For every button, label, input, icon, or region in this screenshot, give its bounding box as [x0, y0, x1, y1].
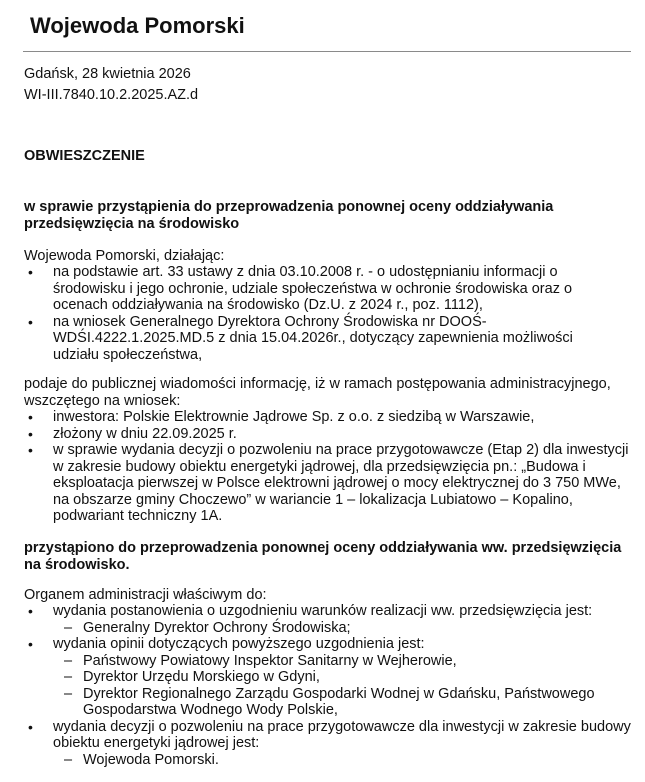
- legal-basis-item: • na wniosek Generalnego Dyrektora Ochrony Środowiska nr DOOŚ-WDŚI.4222.1.2025.MD.5 z dnia 15.04.2026r., dotyczący zapewnienia możliwości udziału społeczeństwa,: [24, 314, 636, 364]
- decision-statement: przystąpiono do przeprowadzenia ponownej oceny oddziaływania ww. przedsięwzięcia na środowisko.: [24, 540, 622, 573]
- authority-subitem: – Generalny Dyrektor Ochrony Środowiska;: [53, 620, 636, 637]
- header-divider: [23, 51, 631, 52]
- proceedings-item: • złożony w dniu 22.09.2025 r.: [24, 426, 636, 443]
- authority-item: [24, 636, 636, 719]
- authority-subitem: – Państwowy Powiatowy Inspektor Sanitarny w Wejherowie,: [53, 653, 636, 670]
- authority-sublist: [53, 620, 636, 637]
- authority-item: [24, 603, 636, 636]
- reference-number: WI-III.7840.10.2.2025.AZ.d: [24, 87, 199, 103]
- proceedings-item: • inwestora: Polskie Elektrownie Jądrowe Sp. z o.o. z siedzibą w Warszawie,: [24, 409, 636, 426]
- authorities-intro: Organem administracji właściwym do:: [24, 587, 267, 603]
- authority-item-text: wydania decyzji o pozwoleniu na prace przygotowawcze dla inwestycji w zakresie budowy obiektu energetyki jądrowej jest:: [53, 718, 631, 751]
- authority-sublist: [53, 653, 636, 719]
- legal-basis-list: [24, 264, 636, 363]
- legal-basis-item: • na podstawie art. 33 ustawy z dnia 03.10.2008 r. - o udostępnianiu informacji o środowisku i jego ochronie, udziale społeczeństwa w ochronie środowiska oraz o ocenach oddziaływania na środowisko (Dz.U. z 2024 r., poz. 1112),: [24, 264, 636, 314]
- authorities-list: [24, 603, 636, 768]
- proceedings-item: • w sprawie wydania decyzji o pozwoleniu na prace przygotowawcze (Etap 2) dla inwestycji w zakresie budowy obiektu energetyki jądrowej, dla przedsięwzięcia pn.: „Budowa i eksploatacja pierwszej w Polsce elektrowni jądrowej o mocy elektrycznej do 3 750 MWe, na obszarze gminy Choczewo” w wariancie 1 – lokalizacja Lubiatowo – Kopalino, podwariant techniczny 1A.: [24, 442, 636, 525]
- place-date: Gdańsk, 28 kwietnia 2026: [24, 66, 191, 82]
- authority-sublist: [53, 752, 636, 769]
- authority-item: [24, 719, 636, 769]
- authority-subitem: – Dyrektor Regionalnego Zarządu Gospodarki Wodnej w Gdańsku, Państwowego Gospodarstwa Wodnego Wody Polskie,: [53, 686, 636, 719]
- authority-item-text: wydania postanowienia o uzgodnieniu warunków realizacji ww. przedsięwzięcia jest:: [53, 603, 593, 619]
- notice-subject: w sprawie przystąpienia do przeprowadzenia ponownej oceny oddziaływania przedsięwzięcia na środowisko: [24, 199, 554, 232]
- proceedings-list: [24, 409, 636, 525]
- authority-item-text: wydania opinii dotyczących powyższego uzgodnienia jest:: [53, 636, 425, 652]
- authority-subitem: – Dyrektor Urzędu Morskiego w Gdyni,: [53, 669, 636, 686]
- notice-type: OBWIESZCZENIE: [24, 148, 145, 164]
- proceedings-intro: podaje do publicznej wiadomości informację, iż w ramach postępowania administracyjnego, wszczętego na wniosek:: [24, 376, 611, 409]
- legal-basis-intro: Wojewoda Pomorski, działając:: [24, 248, 225, 264]
- authority-subitem: – Wojewoda Pomorski.: [53, 752, 636, 769]
- issuer-title: Wojewoda Pomorski: [30, 13, 245, 38]
